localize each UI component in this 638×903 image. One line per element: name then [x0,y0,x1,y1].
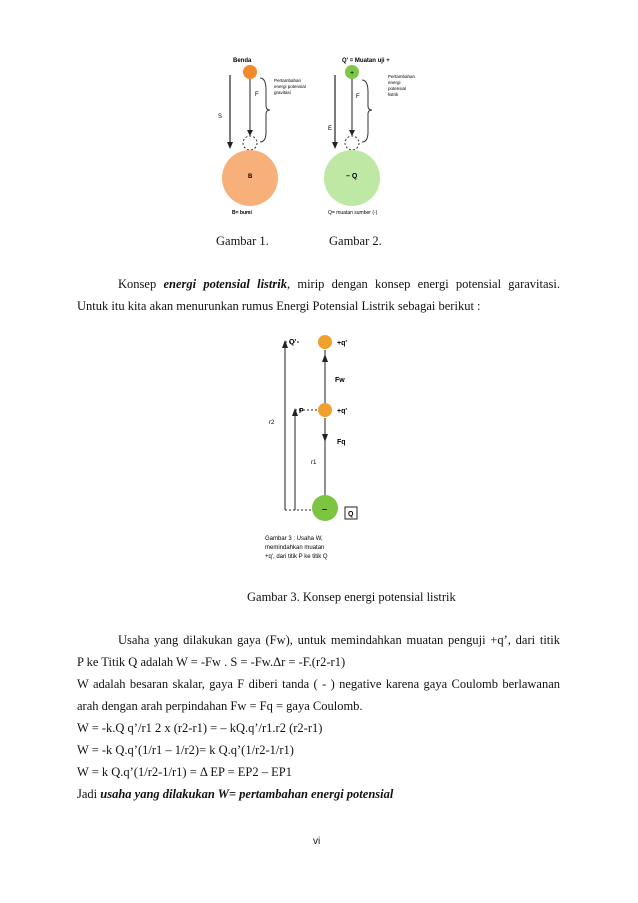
figure-2 [324,58,416,216]
fig2-small-sign: + [350,70,355,77]
body-line5: W = -k.Q q’/r1 2 x (r2-r1) = – kQ.q’/r1.r2 (r2-r1) [77,721,323,735]
figure-1-caption: Gambar 1. [216,234,269,248]
fig3-r1-label: r1 [311,460,317,466]
fig2-brace-label: Pertambahan energi potensial listrik [388,74,416,97]
body-line6: W = -k Q.q’(1/r1 – 1/r2)= k Q.q’(1/r2-1/r1) [77,743,294,757]
figure-3-caption: Gambar 3. Konsep energi potensial listrik [247,590,456,604]
fig1-f-label: F [255,92,259,98]
term-energi-potensial-listrik: energi potensial listrik [163,277,287,291]
body-line3: W adalah besaran skalar, gaya F diberi tanda ( - ) negative karena gaya Coulomb berlawanan [77,677,560,691]
fig1-top-label: Benda [233,58,252,64]
fig3-q-mid: +q' [337,408,348,415]
fig1-body-label: B [248,174,253,180]
fig3-note: Gambar 3 : Usaha W, memindahkan muatan +q', dari titik P ke titik Q [265,536,328,560]
fig2-f-label: F [356,94,360,100]
figure-3 [255,332,395,572]
figure-1-2 [200,50,440,225]
figure-2-caption: Gambar 2. [329,234,382,248]
fig3-source-sign: – [322,504,328,514]
fig3-q-top: +q' [337,340,348,347]
fig2-body-label: – Q [346,173,358,180]
figure-1 [218,58,306,216]
para1-line1: Konsep energi potensial listrik, mirip dengan konsep energi potensial garavitasi. [118,277,560,291]
fig3-box-label: Q [348,511,354,518]
body-line2: P ke Titik Q adalah W = -Fw . S = -Fw.Δr = -F.(r2-r1) [77,655,346,669]
fig3-mid-charge [318,403,332,417]
para1-line2: Untuk itu kita akan menurunkan rumus Energi Potensial Listrik sebagai berikut : [77,299,481,313]
conclusion-bold: usaha yang dilakukan W= pertambahan energi potensial [100,787,394,801]
fig3-fw-label: Fw [335,377,345,384]
fig1-small-ball [243,65,257,79]
fig3-r2-label: r2 [269,420,275,426]
page-number: vi [313,836,321,847]
fig3-q-label: Q' [289,339,297,346]
fig2-top-label: Q' = Muatan uji + [342,58,390,64]
fig3-top-charge [318,335,332,349]
fig1-s-label: S [218,114,223,120]
fig1-brace-label: Pertambahan energi potensial gravitasi [274,78,306,95]
fig3-fq-label: Fq [337,439,346,446]
fig2-bottom-label: Q= muatan sumber (-) [328,210,378,216]
body-line7: W = k Q.q’(1/r2-1/r1) = Δ EP = EP2 – EP1 [77,765,292,779]
fig2-e-label: E [328,126,333,132]
body-line4: arah dengan arah perpindahan Fw = Fq = gaya Coulomb. [77,699,363,713]
body-line1: Usaha yang dilakukan gaya (Fw), untuk memindahkan muatan penguji +q’, dari titik [118,633,560,647]
fig1-bottom-label: B= bumi [232,210,252,216]
fig3-p-label: P [299,408,304,415]
body-line8: Jadi usaha yang dilakukan W= pertambahan energi potensial [77,787,394,801]
